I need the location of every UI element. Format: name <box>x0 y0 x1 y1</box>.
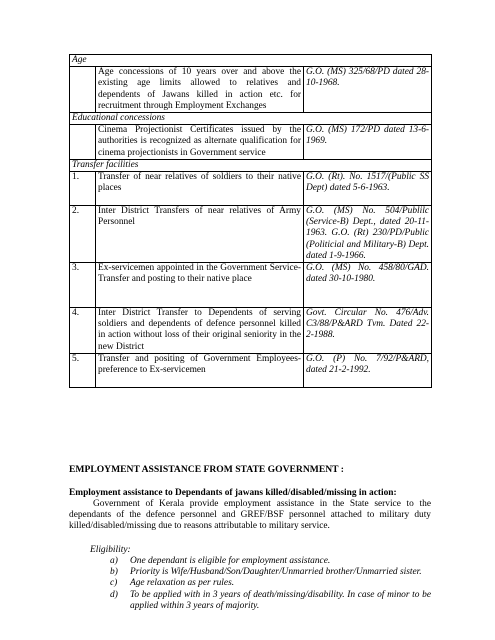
list-marker: a) <box>110 556 118 566</box>
section-title: Educational concessions <box>70 113 432 125</box>
table-row <box>70 172 432 206</box>
concessions-table <box>69 54 432 388</box>
row-description: Inter District Transfers of near relatives of Army Personnel <box>96 206 304 263</box>
row-reference: G.O. (Rt). No. 1517/(Public SS Dept) dated 5-6-1963. <box>304 172 432 206</box>
row-reference: Govt. Circular No. 476/Adv. C3/88/P&ARD Tvm. Dated 22-2-1988. <box>304 308 432 354</box>
row-description: Cinema Projectionist Certificates issued by the authorities is recognized as alternate qualification for cinema projectionists in Government service <box>96 125 304 160</box>
row-reference: G.O. (P) No. 7/92/P&ARD, dated 21-2-1992. <box>304 353 432 387</box>
row-reference: G.O. (MS) 325/68/PD dated 28-10-1968. <box>304 67 432 113</box>
row-reference: G.O. (MS) 172/PD dated 13-6-1969. <box>304 125 432 160</box>
table-row <box>70 67 432 113</box>
table-row <box>70 353 432 387</box>
list-item <box>110 567 431 578</box>
section-heading: EMPLOYMENT ASSISTANCE FROM STATE GOVERNMENT : <box>69 464 344 475</box>
section-row <box>70 55 432 67</box>
row-number: 3. <box>70 263 96 308</box>
row-description: Inter District Transfer to Dependents of serving soldiers and dependents of defence personnel killed in action without loss of their original seniority in the new District <box>96 308 304 354</box>
eligibility-label: Eligibility: <box>90 545 131 555</box>
paragraph-text: Government of Kerala provide employment assistance in the State service to the dependants of the defence personnel and GREF/BSF personnel attached to military duty killed/disabled/missing due to reasons attributable to military service. <box>69 499 431 532</box>
row-description: Ex-servicemen appointed in the Government Service-Transfer and posting to their native place <box>96 263 304 308</box>
row-number: 1. <box>70 172 96 206</box>
row-reference: G.O. (MS) No. 504/Publilc (Service-B) Dept., dated 20-11-1963. G.O. (Rt) 230/PD/Public (Politicial and Military-B) Dept. dated 1-9-1966. <box>304 206 432 263</box>
list-item <box>110 590 431 612</box>
list-text: Priority is Wife/Husband/Son/Daughter/Unmarried brother/Unmarried sister. <box>130 567 422 578</box>
list-marker: d) <box>110 589 118 600</box>
list-marker: c) <box>110 578 118 589</box>
table-row <box>70 263 432 308</box>
row-number: 5. <box>70 353 96 387</box>
table-row <box>70 125 432 160</box>
row-number: 4. <box>70 308 96 354</box>
table-row <box>70 308 432 354</box>
list-text: To be applied with in 3 years of death/missing/disability. In case of minor to be applied within 3 years of majority. <box>130 589 431 611</box>
body-paragraph <box>69 499 431 533</box>
list-marker: b) <box>110 567 118 578</box>
row-number: 2. <box>70 206 96 263</box>
row-description: Transfer and positing of Government Employees-preference to Ex-servicemen <box>96 353 304 387</box>
row-number <box>70 125 96 160</box>
row-reference: G.O. (MS) No. 458/80/GAD. dated 30-10-1980. <box>304 263 432 308</box>
sub-heading: Employment assistance to Dependants of jawans killed/disabled/missing in action: <box>69 488 397 498</box>
list-text: Age relaxation as per rules. <box>130 578 235 589</box>
list-item <box>110 556 431 567</box>
table-row <box>70 206 432 263</box>
section-row <box>70 159 432 171</box>
section-title: Age <box>70 55 432 67</box>
section-row <box>70 113 432 125</box>
list-text: One dependant is eligible for employment assistance. <box>130 556 331 566</box>
row-description: Transfer of near relatives of soldiers to their native places <box>96 172 304 206</box>
eligibility-list <box>110 556 431 612</box>
row-description: Age concessions of 10 years over and above the existing age limits allowed to relatives and dependents of Jawans killed in action etc. for recruitment through Employment Exchanges <box>96 67 304 113</box>
list-item <box>110 578 431 589</box>
section-title: Transfer facilities <box>70 159 432 171</box>
row-number <box>70 67 96 113</box>
